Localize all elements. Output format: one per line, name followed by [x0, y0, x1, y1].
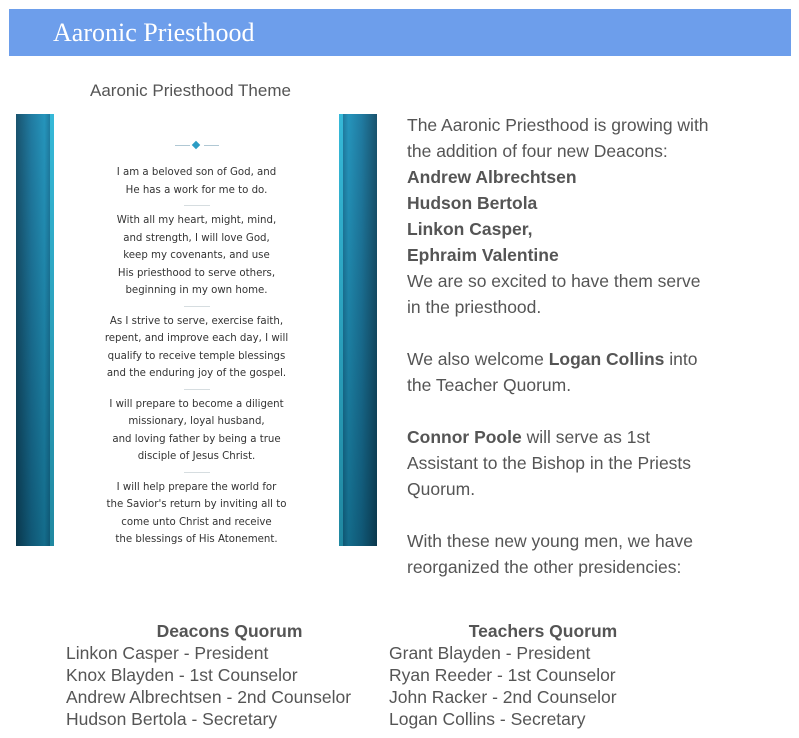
theme-line: With all my heart, might, mind,	[116, 215, 277, 226]
assistant-name: Connor Poole	[407, 427, 522, 447]
theme-line: missionary, loyal husband,	[128, 416, 265, 427]
theme-divider	[184, 389, 210, 390]
theme-line: repent, and improve each day, I will	[104, 333, 289, 344]
deacons-quorum-title: Deacons Quorum	[156, 621, 303, 641]
intro-line: The Aaronic Priesthood is growing with	[407, 115, 709, 135]
reorg-line: With these new young men, we have	[407, 531, 693, 551]
list-item: Ryan Reeder - 1st Counselor	[389, 665, 616, 685]
theme-line: I will help prepare the world for	[116, 481, 277, 493]
new-deacon-name: Linkon Casper,	[407, 219, 533, 239]
teachers-quorum-title: Teachers Quorum	[468, 621, 618, 641]
ornament-icon	[175, 142, 219, 150]
new-deacon-name: Andrew Albrechtsen	[407, 167, 577, 187]
theme-line: disciple of Jesus Christ.	[137, 451, 256, 462]
page-header	[9, 9, 791, 56]
theme-divider	[184, 306, 210, 307]
theme-left-border	[16, 114, 54, 546]
welcome-line: We also welcome Logan Collins into	[407, 349, 698, 369]
welcome-name: Logan Collins	[548, 349, 665, 369]
new-deacon-name: Ephraim Valentine	[407, 245, 559, 265]
page-title: Aaronic Priesthood	[53, 18, 255, 47]
section-subtitle: Aaronic Priesthood Theme	[90, 81, 291, 100]
new-deacon-name: Hudson Bertola	[407, 193, 538, 213]
reorg-line: reorganized the other presidencies:	[407, 557, 682, 577]
theme-line: His priesthood to serve others,	[117, 267, 276, 279]
excited-line: in the priesthood.	[407, 297, 542, 317]
intro-line: the addition of four new Deacons:	[407, 141, 668, 161]
announcement-text	[407, 112, 777, 580]
deacons-quorum	[66, 620, 393, 730]
list-item: Linkon Casper - President	[66, 643, 269, 663]
theme-line: beginning in my own home.	[125, 285, 268, 296]
theme-line: come unto Christ and receive	[121, 516, 272, 528]
theme-line: He has a work for me to do.	[125, 184, 268, 196]
excited-line: We are so excited to have them serve	[407, 271, 701, 291]
theme-line: and the enduring joy of the gospel.	[106, 368, 287, 379]
theme-divider	[184, 205, 210, 206]
theme-line: the blessings of His Atonement.	[115, 534, 278, 545]
welcome-line: the Teacher Quorum.	[407, 375, 572, 395]
theme-divider	[184, 472, 210, 473]
assistant-line: Quorum.	[407, 479, 476, 499]
theme-line: keep my covenants, and use	[123, 250, 270, 261]
theme-line: qualify to receive temple blessings	[107, 350, 286, 362]
theme-image	[16, 114, 377, 546]
assistant-line: Connor Poole will serve as 1st	[407, 427, 651, 447]
theme-line: As I strive to serve, exercise faith,	[109, 315, 284, 327]
theme-line: and loving father by being a true	[112, 433, 281, 445]
list-item: Logan Collins - Secretary	[389, 709, 586, 729]
list-item: Andrew Albrechtsen - 2nd Counselor	[66, 687, 352, 707]
theme-line: I will prepare to become a diligent	[109, 398, 284, 410]
list-item: John Racker - 2nd Counselor	[389, 687, 617, 707]
theme-line: and strength, I will love God,	[123, 232, 270, 244]
theme-line: the Savior's return by inviting all to	[106, 499, 287, 510]
assistant-line: Assistant to the Bishop in the Priests	[407, 453, 692, 473]
theme-right-border	[339, 114, 377, 546]
teachers-quorum	[389, 620, 697, 730]
list-item: Hudson Bertola - Secretary	[66, 709, 278, 729]
list-item: Grant Blayden - President	[389, 643, 591, 663]
list-item: Knox Blayden - 1st Counselor	[66, 665, 298, 685]
theme-line: I am a beloved son of God, and	[116, 167, 277, 178]
theme-text	[56, 164, 337, 546]
